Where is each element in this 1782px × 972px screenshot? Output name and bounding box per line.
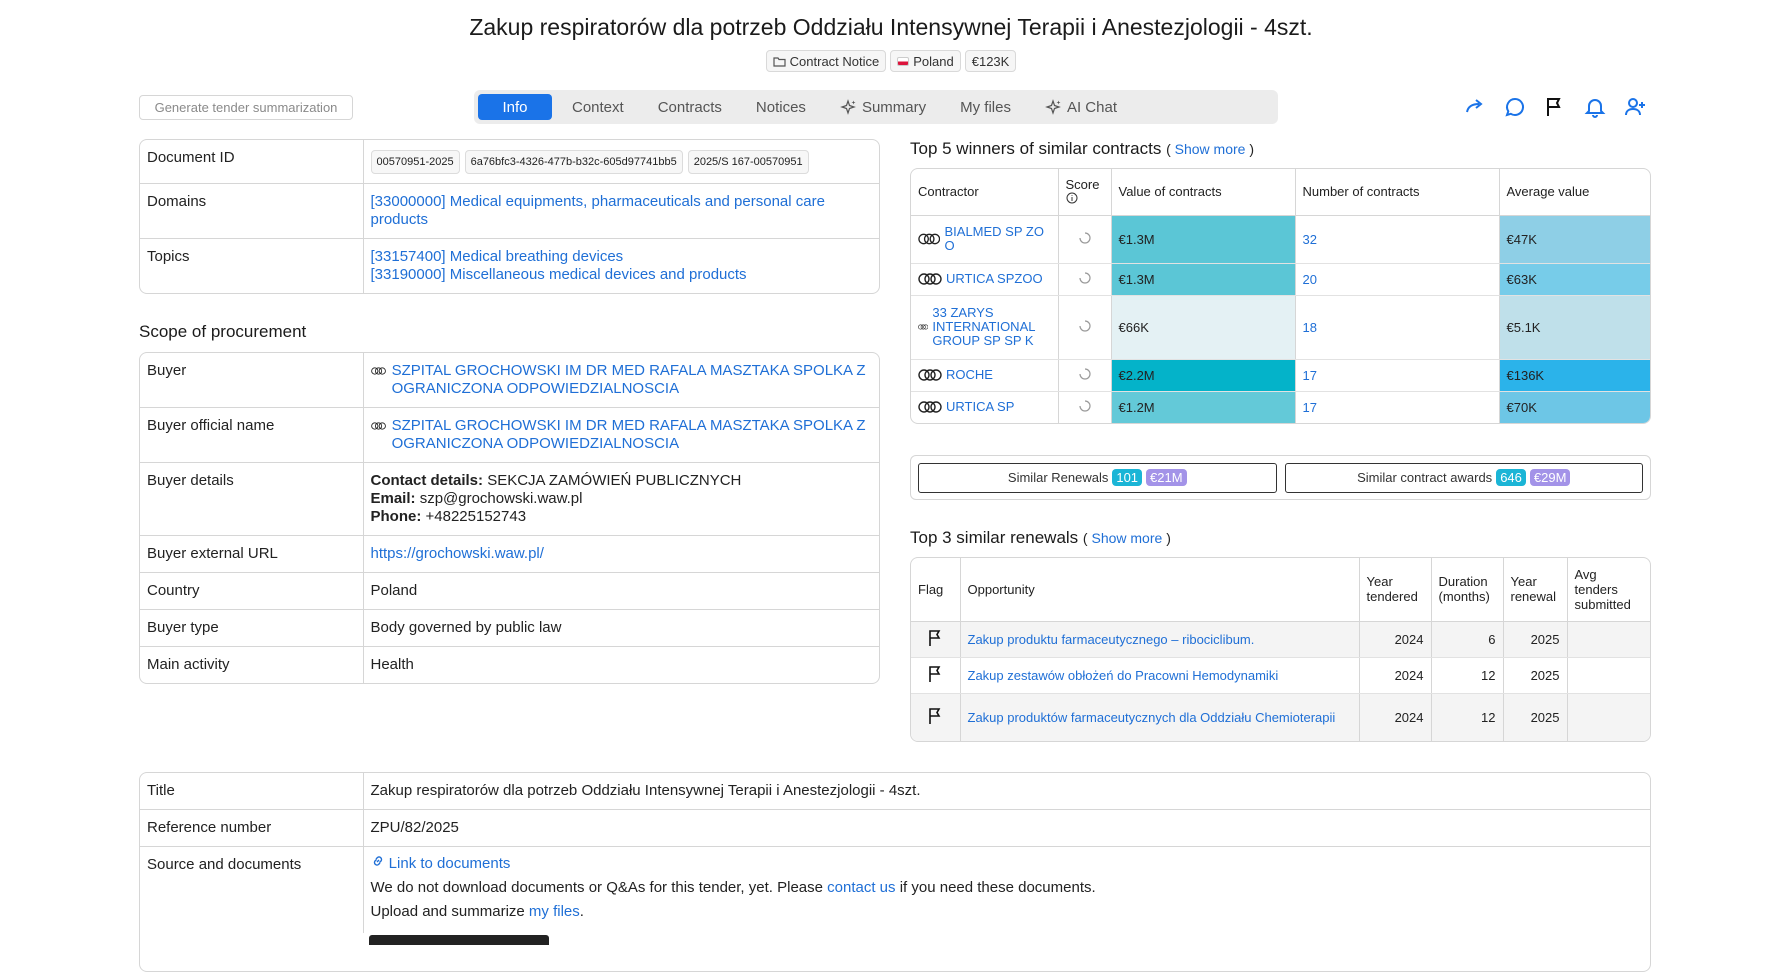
scope-card [139, 352, 880, 684]
avg-tenders-cell [1567, 693, 1650, 741]
main-activity-key: Main activity [140, 647, 363, 684]
table-row [140, 810, 1650, 847]
link-icon [371, 854, 385, 868]
value-badge [965, 50, 1017, 72]
page-title: Zakup respiratorów dla potrzeb Oddziału Intensywnej Terapii i Anestezjologii - 4szt. [469, 14, 1313, 40]
table-row [911, 657, 1650, 693]
tab-ai-chat[interactable]: AI Chat [1031, 94, 1131, 120]
generate-summary-button[interactable]: Generate tender summarization [139, 95, 353, 120]
country-value: Poland [363, 573, 879, 610]
table-row [911, 215, 1650, 263]
col-count: Number of contracts [1295, 169, 1499, 215]
bell-icon[interactable] [1583, 95, 1607, 119]
col-year-tendered: Year tendered [1359, 558, 1431, 621]
title-key: Title [140, 773, 363, 810]
table-row [140, 184, 879, 239]
organization-icon [918, 368, 942, 382]
table-row: Source and documents Link to documents We do not download documents or Q&As for this tender, yet. Please contact us if you need these documents. Upload and summarize my files. [140, 847, 1650, 934]
table-row [140, 610, 879, 647]
value-cell: €66K [1111, 295, 1295, 359]
tender-details-table [140, 773, 1650, 933]
contractor-link[interactable]: URTICA SP [946, 399, 1015, 415]
buyer-details-value: Contact details: SEKCJA ZAMÓWIEŃ PUBLICZNYCH Email: szp@grochowski.waw.pl Phone: +48225152743 [363, 463, 879, 536]
table-row [911, 359, 1650, 391]
buyer-official-name-link[interactable]: SZPITAL GROCHOWSKI IM DR MED RAFALA MASZTAKA SPOLKA Z OGRANICZONA ODPOWIEDZIALNOSCIA [391, 417, 866, 452]
document-uuid-chip[interactable]: 6a76bfc3-4326-477b-b32c-605d97741bb5 [465, 150, 683, 174]
table-row [140, 239, 879, 294]
col-flag: Flag [911, 558, 960, 621]
avg-tenders-cell [1567, 621, 1650, 657]
avg-tenders-cell [1567, 657, 1650, 693]
organization-icon [918, 320, 928, 334]
tab-notices[interactable]: Notices [755, 98, 806, 116]
year-renewal-cell: 2025 [1503, 693, 1567, 741]
duration-cell: 12 [1431, 693, 1503, 741]
score-cell [1058, 215, 1111, 263]
table-row [140, 573, 879, 610]
my-files-link[interactable]: my files [528, 903, 580, 920]
score-cell [1058, 295, 1111, 359]
winners-table [911, 169, 1650, 423]
awards-value-badge: €29M [1530, 469, 1571, 486]
table-row [911, 391, 1650, 423]
average-cell: €47K [1499, 215, 1650, 263]
domain-link[interactable]: [33000000] Medical equipments, pharmaceuticals and personal care products [370, 193, 825, 228]
tab-context[interactable]: Context [572, 98, 624, 116]
scope-table [140, 353, 879, 683]
renewals-count-badge: 101 [1112, 469, 1142, 486]
score-cell [1058, 391, 1111, 423]
buyer-official-name-key: Buyer official name [140, 408, 363, 463]
winners-show-more-link[interactable]: Show more [1174, 141, 1246, 157]
document-id-chip[interactable]: 00570951-2025 [371, 150, 460, 174]
score-cell [1058, 359, 1111, 391]
title-value: Zakup respiratorów dla potrzeb Oddziału Intensywnej Terapii i Anestezjologii - 4szt. [363, 773, 1650, 810]
value-cell: €1.3M [1111, 263, 1295, 295]
year-tendered-cell: 2024 [1359, 693, 1431, 741]
reference-key: Reference number [140, 810, 363, 847]
add-user-icon[interactable] [1623, 95, 1647, 119]
flag-icon[interactable] [927, 665, 943, 683]
winners-card [910, 168, 1651, 424]
scope-title: Scope of procurement [139, 322, 307, 341]
topic-link[interactable]: [33157400] Medical breathing devices [370, 248, 624, 265]
country-key: Country [140, 573, 363, 610]
table-row [911, 263, 1650, 295]
contract-count-link[interactable]: 20 [1302, 271, 1317, 287]
duration-cell: 12 [1431, 657, 1503, 693]
col-score: Score [1058, 169, 1111, 215]
folder-icon [773, 56, 786, 67]
similar-renewals-button[interactable]: Similar Renewals 101 €21M [918, 463, 1277, 493]
sparkle-icon [1045, 99, 1062, 116]
notice-type-label: Contract Notice [789, 53, 880, 69]
value-label: €123K [971, 53, 1010, 69]
tab-summary[interactable]: Summary [826, 94, 940, 120]
renewals-value-badge: €21M [1146, 469, 1187, 486]
opportunity-link[interactable]: Zakup produktu farmaceutycznego – ribociclibum. [967, 631, 1255, 647]
organization-icon [371, 364, 386, 378]
col-avg-tenders: Avg tenders submitted [1567, 558, 1650, 621]
reference-value: ZPU/82/2025 [363, 810, 1650, 847]
table-row [911, 693, 1650, 741]
topic-link[interactable]: [33190000] Miscellaneous medical devices and products [370, 266, 747, 283]
poland-flag-icon [897, 57, 909, 66]
organization-icon [918, 272, 942, 286]
table-row [140, 408, 879, 463]
share-icon[interactable] [1463, 95, 1487, 119]
table-row [140, 647, 879, 684]
table-row [140, 353, 879, 408]
year-renewal-cell: 2025 [1503, 621, 1567, 657]
tab-bar [474, 90, 1278, 124]
renewals-table [911, 558, 1650, 741]
contract-count-link[interactable]: 17 [1302, 399, 1317, 415]
year-tendered-cell: 2024 [1359, 621, 1431, 657]
loading-spinner-icon [1078, 231, 1092, 245]
tab-contracts[interactable]: Contracts [657, 98, 722, 116]
upload-files-button[interactable] [369, 935, 549, 945]
action-icons [1463, 95, 1647, 119]
title-badges [0, 50, 1782, 72]
document-id-key: Document ID [140, 140, 363, 184]
table-row [140, 536, 879, 573]
col-year-renewal: Year renewal [1503, 558, 1567, 621]
table-row [140, 773, 1650, 810]
contact-us-link[interactable]: contact us [827, 879, 896, 896]
year-renewal-cell: 2025 [1503, 657, 1567, 693]
value-cell: €1.3M [1111, 215, 1295, 263]
source-key: Source and documents [140, 847, 363, 934]
col-value: Value of contracts [1111, 169, 1295, 215]
winners-title: Top 5 winners of similar contracts ( Show more ) [910, 139, 1254, 158]
contractor-link[interactable]: BIALMED SP ZO O [944, 224, 1044, 253]
renewals-show-more-link[interactable]: Show more [1091, 530, 1163, 546]
value-cell: €2.2M [1111, 359, 1295, 391]
opportunity-link[interactable]: Zakup produktów farmaceutycznych dla Oddziału Chemioterapii [967, 709, 1336, 725]
duration-cell: 6 [1431, 621, 1503, 657]
table-row [911, 621, 1650, 657]
buyer-url-key: Buyer external URL [140, 536, 363, 573]
document-table [140, 140, 879, 293]
col-contractor: Contractor [911, 169, 1058, 215]
value-cell: €1.2M [1111, 391, 1295, 423]
country-label: Poland [913, 53, 954, 69]
sparkle-icon [840, 99, 857, 116]
col-duration: Duration (months) [1431, 558, 1503, 621]
similar-box [910, 455, 1651, 500]
average-cell: €5.1K [1499, 295, 1650, 359]
buyer-type-key: Buyer type [140, 610, 363, 647]
topics-key: Topics [140, 239, 363, 294]
awards-count-badge: 646 [1496, 469, 1526, 486]
flag-icon[interactable] [927, 629, 943, 647]
buyer-type-value: Body governed by public law [363, 610, 879, 647]
similar-awards-button[interactable]: Similar contract awards 646 €29M [1285, 463, 1644, 493]
average-cell: €63K [1499, 263, 1650, 295]
tab-my-files[interactable]: My files [960, 98, 1011, 116]
loading-spinner-icon [1078, 319, 1092, 333]
contract-count-link[interactable]: 18 [1302, 319, 1317, 335]
flag-icon[interactable] [1543, 95, 1567, 119]
contractor-link[interactable]: URTICA SPZOO [946, 271, 1043, 286]
buyer-key: Buyer [140, 353, 363, 408]
score-cell [1058, 263, 1111, 295]
document-id-values [363, 140, 879, 184]
country-badge [890, 50, 960, 72]
organization-icon [918, 400, 942, 414]
contract-count-link[interactable]: 32 [1302, 231, 1317, 247]
average-cell: €70K [1499, 391, 1650, 423]
main-activity-value: Health [370, 656, 414, 673]
opportunity-link[interactable]: Zakup zestawów obłożeń do Pracowni Hemodynamiki [967, 667, 1279, 683]
contractor-link[interactable]: ROCHE [946, 367, 993, 382]
documents-link[interactable]: Link to documents [371, 855, 511, 872]
tender-details-card [139, 772, 1651, 972]
buyer-url-link[interactable]: https://grochowski.waw.pl/ [370, 545, 544, 562]
buyer-details-key: Buyer details [140, 463, 363, 536]
document-ojs-chip[interactable]: 2025/S 167-00570951 [688, 150, 809, 174]
loading-spinner-icon [1078, 399, 1092, 413]
buyer-link[interactable]: SZPITAL GROCHOWSKI IM DR MED RAFALA MASZTAKA SPOLKA Z OGRANICZONA ODPOWIEDZIALNOSCIA [391, 362, 866, 397]
info-icon[interactable] [1066, 192, 1078, 204]
tab-info[interactable]: Info [478, 94, 552, 120]
loading-spinner-icon [1078, 271, 1092, 285]
loading-spinner-icon [1078, 367, 1092, 381]
col-average: Average value [1499, 169, 1650, 215]
year-tendered-cell: 2024 [1359, 657, 1431, 693]
flag-icon[interactable] [927, 707, 943, 725]
table-row [140, 140, 879, 184]
contractor-link[interactable]: 33 ZARYS INTERNATIONAL GROUP SP SP K [932, 305, 1035, 348]
notice-type-badge [766, 50, 887, 72]
col-opportunity: Opportunity [960, 558, 1359, 621]
table-row [140, 463, 879, 536]
organization-icon [371, 419, 386, 433]
comment-icon[interactable] [1503, 95, 1527, 119]
contract-count-link[interactable]: 17 [1302, 367, 1317, 383]
document-card [139, 139, 880, 294]
domains-key: Domains [140, 184, 363, 239]
table-row [911, 295, 1650, 359]
renewals-title: Top 3 similar renewals ( Show more ) [910, 528, 1171, 547]
average-cell: €136K [1499, 359, 1650, 391]
organization-icon [918, 232, 940, 246]
renewals-card [910, 557, 1651, 742]
